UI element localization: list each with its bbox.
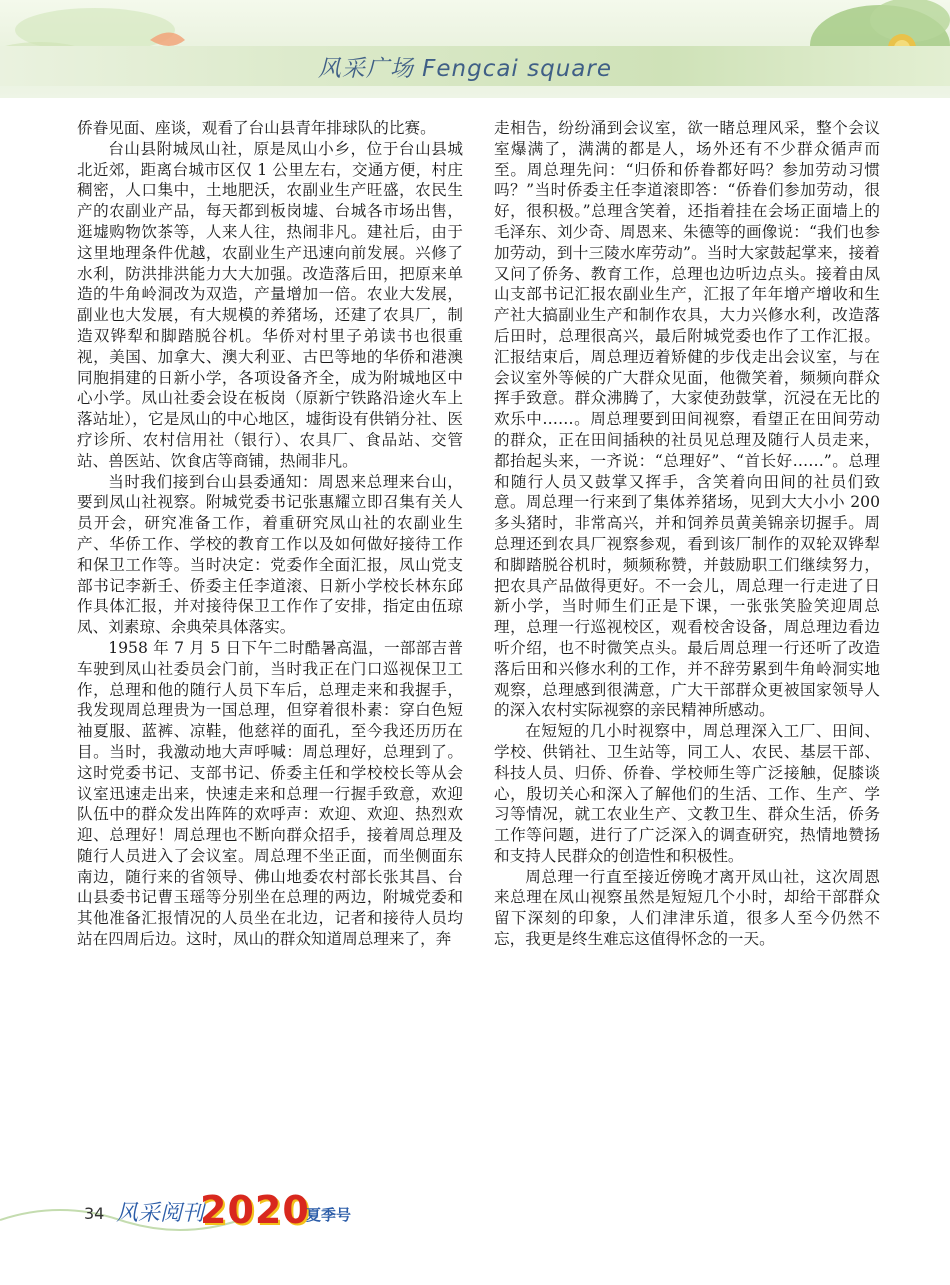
- page-number: 34: [84, 1204, 105, 1223]
- paragraph: 台山县附城凤山社，原是凤山小乡，位于台山县城北近郊，距离台城市区仅 1 公里左右，交通方便，村庄稠密，人口集中，土地肥沃，农副业生产旺盛，农民生产的农副业产品，每天都到板岗墟、台城各市场出售，逛墟购物饮茶等，人来人往，热闹非凡。建社后，由于这里地理条件优越，农副业生产迅速向前发展。兴修了水利，防洪排洪能力大大加强。改造落后田，把原来单造的牛角岭洞改为双造，产量增加一倍。农业大发展，副业也大发展，有大规模的养猪场，还建了农具厂，制造双铧犁和脚踏脱谷机。华侨对村里子弟读书也很重视，美国、加拿大、澳大利亚、古巴等地的华侨和港澳同胞捐建的日新小学，各项设备齐全，成为附城地区中心小学。凤山社委会设在板岗（原新宁铁路沿途火车上落站址），它是凤山的中心地区，墟街设有供销分社、医疗诊所、农村信用社（银行）、农具厂、食品站、交管站、兽医站、饮食店等商铺，热闹非凡。: [77, 139, 463, 470]
- paragraph: 当时我们接到台山县委通知：周恩来总理来台山，要到凤山社视察。附城党委书记张惠耀立即召集有关人员开会，研究准备工作，着重研究凤山社的农副业生产、华侨工作、学校的教育工作以及如何做好接待工作和保卫工作等。当时决定：党委作全面汇报，凤山党支部书记李新壬、侨委主任李道滚、日新小学校长林东邱作具体汇报，并对接待保卫工作作了安排，指定由伍琼凤、刘素琼、余典荣具体落实。: [77, 472, 463, 637]
- page-header: [0, 0, 950, 98]
- paragraph: 在短短的几小时视察中，周总理深入工厂、田间、学校、供销社、卫生站等，同工人、农民、基层干部、科技人员、归侨、侨眷、学校师生等广泛接触，促膝谈心，殷切关心和深入了解他们的生活、工作、生产、学习等情况，就工农业生产、文教卫生、群众生活，侨务工作等问题，进行了广泛深入的调查研究，热情地赞扬和支持人民群众的创造性和积极性。: [494, 722, 880, 865]
- issue-season: 夏季号: [306, 1206, 352, 1224]
- paragraph: 侨眷见面、座谈，观看了台山县青年排球队的比赛。: [77, 119, 436, 137]
- left-column: [77, 118, 463, 950]
- right-column: [494, 118, 880, 950]
- magazine-name: 风采阅刊: [116, 1201, 205, 1226]
- paragraph: 1958 年 7 月 5 日下午二时酷暑高温，一部部吉普车驶到凤山社委员会门前，当时我正在门口巡视保卫工作，总理和他的随行人员下车后，总理走来和我握手，我发现周总理贵为一国总理，但穿着很朴素：穿白色短袖夏服、蓝裤、凉鞋，他慈祥的面孔，至今我还历历在目。当时，我激动地大声呼喊：周总理好，总理到了。这时党委书记、支部书记、侨委主任和学校校长等从会议室迅速走出来，快速走来和总理一行握手致意，欢迎队伍中的群众发出阵阵的欢呼声：欢迎、欢迎、热烈欢迎、总理好！周总理也不断向群众招手，接着周总理及随行人员进入了会议室。周总理不坐正面，而坐侧面东南边，随行来的省领导、佛山地委农村部长张其昌、台山县委书记曹玉瑶等分别坐在总理的两边，附城党委和其他准备汇报情况的人员坐在北边，记者和接待人员均站在四周后边。这时，凤山的群众知道周总理来了，奔: [77, 638, 463, 949]
- section-title: 风采广场 Fengcai square: [317, 56, 612, 82]
- paragraph: 走相告，纷纷涌到会议室，欲一睹总理风采，整个会议室爆满了，满满的都是人，场外还有不少群众循声而至。周总理先问：“归侨和侨眷都好吗？参加劳动习惯吗？”当时侨委主任李道滚即答：“侨眷们参加劳动，很好，很积极。”总理含笑着，还指着挂在会场正面墙上的毛泽东、刘少奇、周恩来、朱德等的画像说：“我们也参加劳动，到十三陵水库劳动”。当时大家鼓起掌来，接着又问了侨务、教育工作，总理也边听边点头。接着由凤山支部书记汇报农副业生产，汇报了年年增产增收和生产社大搞副业生产和制作农具，大力兴修水利，改造落后田时，总理很高兴，最后附城党委也作了工作汇报。汇报结束后，周总理迈着矫健的步伐走出会议室，与在会议室外等候的广大群众见面，他微笑着，频频向群众挥手致意。群众沸腾了，大家使劲鼓掌，沉浸在无比的欢乐中……。周总理要到田间视察，看望正在田间劳动的群众，正在田间插秧的社员见总理及随行人员走来，都抬起头来，一齐说：“总理好”、“首长好……”。总理和随行人员又鼓掌又挥手，含笑着向田间的社员们致意。周总理一行来到了集体养猪场，见到大大小小 200 多头猪时，非常高兴，并和饲养员黄美锦亲切握手。周总理还到农具厂视察参观，看到该厂制作的双轮双铧犁和脚踏脱谷机时，频频称赞，并鼓励职工们继续努力，把农具产品做得更好。不一会儿，周总理一行走进了日新小学，当时师生们正是下课，一张张笑脸笑迎周总理，总理一行巡视校区，观看校舍设备，周总理边看边听介绍，也不时微笑点头。最后周总理一行还听了改造落后田和兴修水利的工作，并不辞劳累到牛角岭洞实地观察，总理感到很满意，广大干部群众更被国家领导人的深入农村实际视察的亲民精神所感动。: [494, 119, 880, 720]
- paragraph: 周总理一行直至接近傍晚才离开凤山社，这次周恩来总理在凤山视察虽然是短短几个小时，却给干部群众留下深刻的印象，人们津津乐道，很多人至今仍然不忘，我更是终生难忘这值得怀念的一天。: [494, 867, 880, 949]
- issue-year: 2020: [200, 1188, 310, 1232]
